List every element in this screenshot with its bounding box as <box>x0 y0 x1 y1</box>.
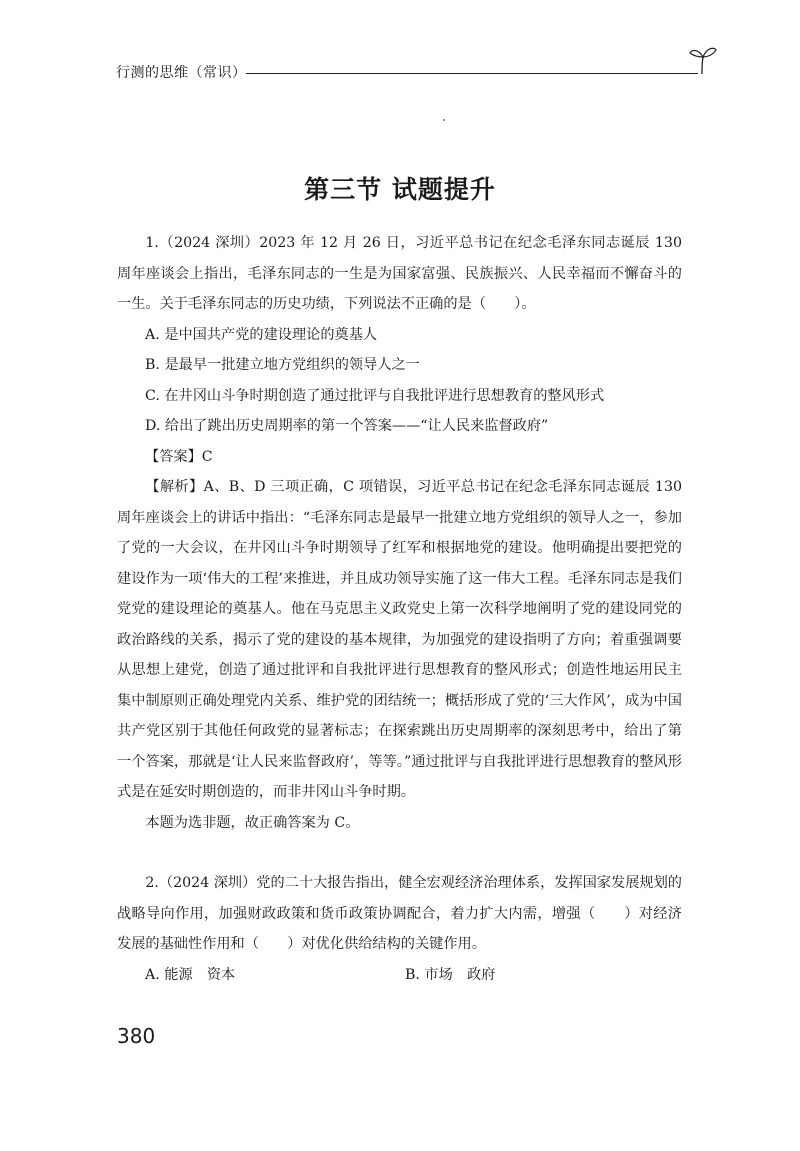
question1-stem: 1.（2024 深圳）2023 年 12 月 26 日，习近平总书记在纪念毛泽东同志诞辰 130 周年座谈会上指出，毛泽东同志的一生是为国家富强、民族振兴、人民幸福而不懈奋斗的一生。关于毛泽东同志的历史功绩，下列说法不正确的是（ ）。 <box>117 235 682 312</box>
question1-option-d: D. 给出了跳出历史周期率的第一个答案——“让人民来监督政府” <box>145 418 549 434</box>
sprout-icon <box>688 44 718 76</box>
question1-analysis: 【解析】A、B、D 三项正确，C 项错误，习近平总书记在纪念毛泽东同志诞辰 130 周年座谈会上的讲话中指出：“毛泽东同志是最早一批建立地方党组织的领导人之一，参加了党的一大会议，在井冈山斗争时期领导了红军和根据地党的建设。他明确提出要把党的建设作为一项‘伟大的工程’来推进，并且成功领导实施了这一伟大工程。毛泽东同志是我们党党的建设理论的奠基人。他在马克思主义政党史上第一次科学地阐明了党的建设同党的政治路线的关系，揭示了党的建设的基本规律，为加强党的建设指明了方向；着重强调要从思想上建党，创造了通过批评和自我批评进行思想教育的整风形式；创造性地运用民主集中制原则正确处理党内关系、维护党的团结统一；概括形成了党的‘三大作风’，成为中国共产党区别于其他任何政党的显著标志；在探索跳出历史周期率的深刻思考中，给出了第一个答案，那就是‘让人民来监督政府’，等等。”通过批评与自我批评进行思想教育的整风形式是在延安时期创造的，而非井冈山斗争时期。 <box>117 479 682 800</box>
section-title: 第三节 试题提升 <box>304 175 496 204</box>
question2-options <box>117 960 682 991</box>
question1-option-b: B. 是最早一批建立地方党组织的领导人之一 <box>145 357 420 373</box>
question1-option-c: C. 在井冈山斗争时期创造了通过批评与自我批评进行思想教育的整风形式 <box>145 387 605 404</box>
question2-stem: 2.（2024 深圳）党的二十大报告指出，健全宏观经济治理体系，发挥国家发展规划的战略导向作用，加强财政政策和货币政策协调配合，着力扩大内需，增强（ ）对经济发展的基础性作用和（ ）对优化供给结构的关键作用。 <box>117 875 682 952</box>
page-number: 380 <box>117 1024 156 1048</box>
question1-answer: 【答案】C <box>145 448 213 465</box>
question2-option-b: B. 市场 政府 <box>405 966 496 983</box>
question2-option-a: A. 能源 资本 <box>145 966 236 983</box>
question1-option-a: A. 是中国共产党的建设理论的奠基人 <box>145 326 378 343</box>
question1-conclusion: 本题为选非题，故正确答案为 C。 <box>145 814 360 831</box>
running-header <box>116 58 716 88</box>
header-rule <box>246 73 698 74</box>
page-content <box>117 228 682 990</box>
question-spacer <box>117 838 682 868</box>
header-title: 行测的思维（常识） <box>116 65 247 81</box>
scan-speck <box>443 119 445 121</box>
